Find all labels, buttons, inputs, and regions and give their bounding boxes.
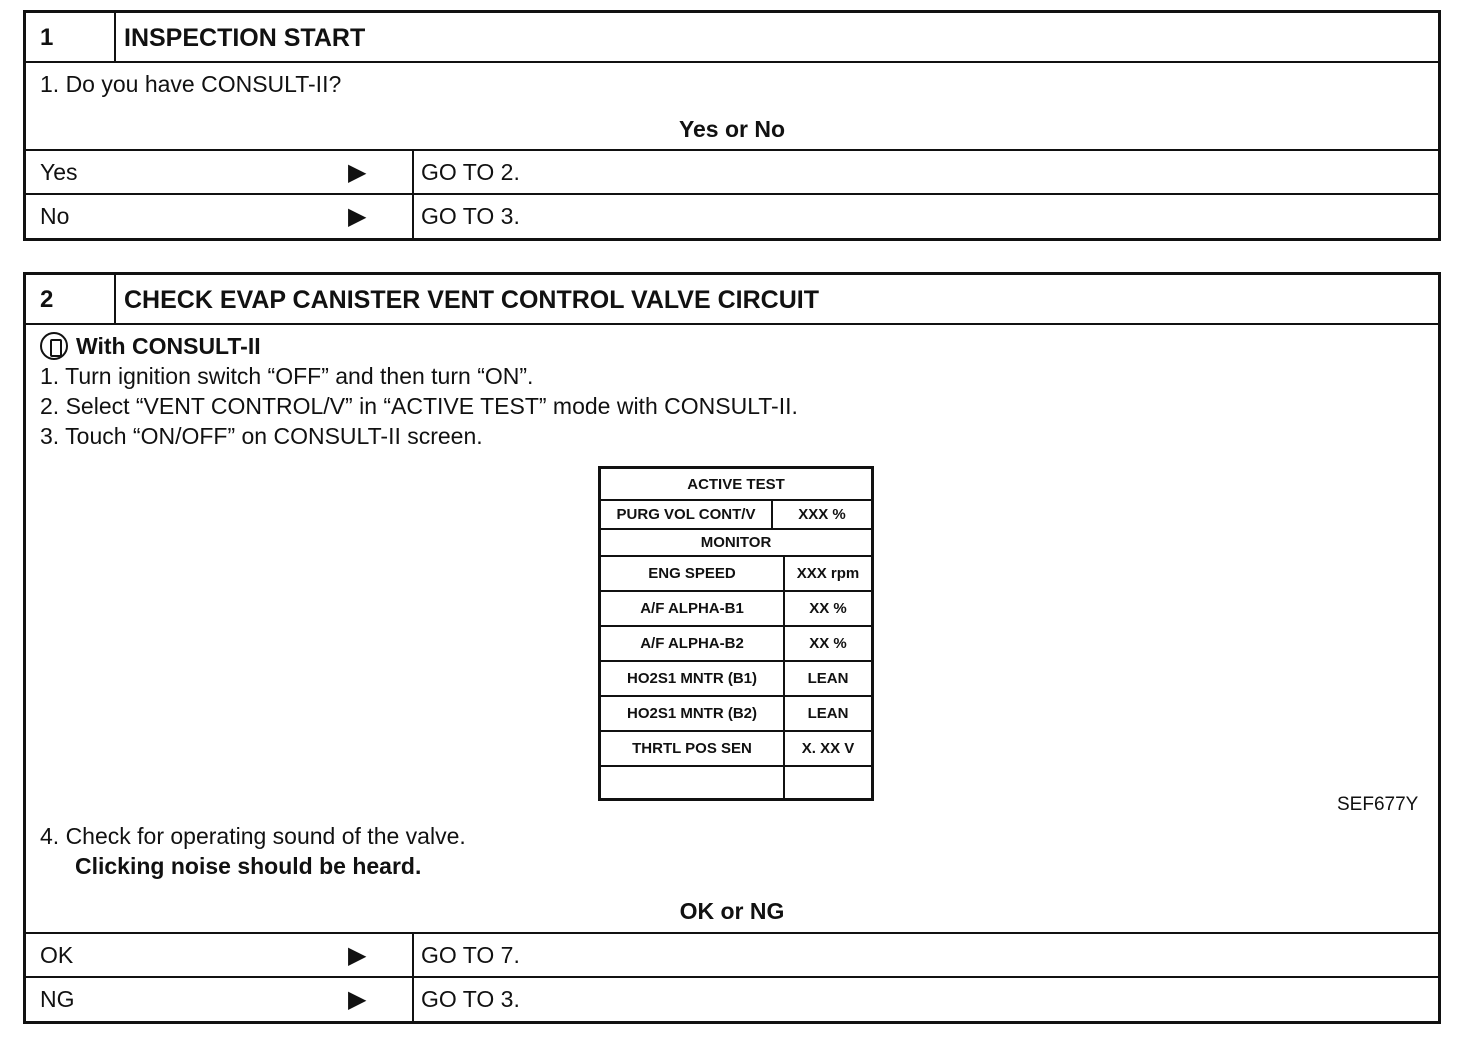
arrow-right-icon: ▶ <box>348 986 367 1013</box>
monitor-value: XXX rpm <box>796 565 860 582</box>
consult-screen-figure <box>598 466 874 801</box>
monitor-item: ENG SPEED <box>648 565 736 582</box>
monitor-value: LEAN <box>807 705 849 722</box>
row-label: OK <box>40 942 74 968</box>
step-2-header <box>26 275 1438 325</box>
monitor-value: XX % <box>809 600 847 617</box>
row-label: NG <box>40 986 75 1012</box>
monitor-item: THRTL POS SEN <box>632 740 752 757</box>
monitor-item: A/F ALPHA-B2 <box>640 635 744 652</box>
step-2-title: CHECK EVAP CANISTER VENT CONTROL VALVE CIRCUIT <box>124 286 819 314</box>
arrow-right-icon: ▶ <box>348 942 367 969</box>
row-label: No <box>40 203 70 229</box>
step-1-row-yes <box>26 149 1438 194</box>
step-2-choice-label: OK or NG <box>679 898 785 924</box>
monitor-item: HO2S1 MNTR (B2) <box>626 705 757 722</box>
monitor-item: A/F ALPHA-B1 <box>640 600 744 617</box>
with-consult-line <box>40 332 261 360</box>
step-2-row-ng <box>26 976 1438 1021</box>
step-1-row-no <box>26 193 1438 238</box>
instruction-3: 3. Touch “ON/OFF” on CONSULT-II screen. <box>40 423 483 449</box>
test-value: XXX % <box>798 506 846 523</box>
instruction-4: 4. Check for operating sound of the valve. <box>40 823 466 849</box>
row-label: Yes <box>40 159 78 185</box>
row-action: GO TO 7. <box>412 934 1438 977</box>
monitor-value: LEAN <box>807 670 849 687</box>
row-action: GO TO 3. <box>412 195 1438 238</box>
step-1-box <box>23 10 1441 241</box>
monitor-item: HO2S1 MNTR (B1) <box>626 670 757 687</box>
monitor-value: X. XX V <box>801 740 855 757</box>
step-2-row-ok <box>26 932 1438 977</box>
arrow-right-icon: ▶ <box>348 203 367 230</box>
arrow-right-icon: ▶ <box>348 159 367 186</box>
row-action: GO TO 2. <box>412 151 1438 194</box>
step-2-number: 2 <box>26 275 116 323</box>
monitor-value: XX % <box>809 635 847 652</box>
instruction-1: 1. Turn ignition switch “OFF” and then turn “ON”. <box>40 363 534 389</box>
instruction-2: 2. Select “VENT CONTROL/V” in “ACTIVE TEST” mode with CONSULT-II. <box>40 393 798 419</box>
step-1-choice-label: Yes or No <box>678 116 786 142</box>
step-1-question: 1. Do you have CONSULT-II? <box>40 71 342 97</box>
step-1-number: 1 <box>26 13 116 61</box>
active-test-header: ACTIVE TEST <box>687 475 785 493</box>
row-action: GO TO 3. <box>412 978 1438 1021</box>
instruction-4-expected: Clicking noise should be heard. <box>75 853 422 879</box>
monitor-header: MONITOR <box>700 534 772 551</box>
with-consult-label: With CONSULT-II <box>76 333 261 359</box>
step-1-title: INSPECTION START <box>124 24 366 52</box>
test-item: PURG VOL CONT/V <box>616 506 756 523</box>
step-1-header <box>26 13 1438 63</box>
consult-tool-icon <box>40 332 68 360</box>
figure-code: SEF677Y <box>1337 794 1419 815</box>
